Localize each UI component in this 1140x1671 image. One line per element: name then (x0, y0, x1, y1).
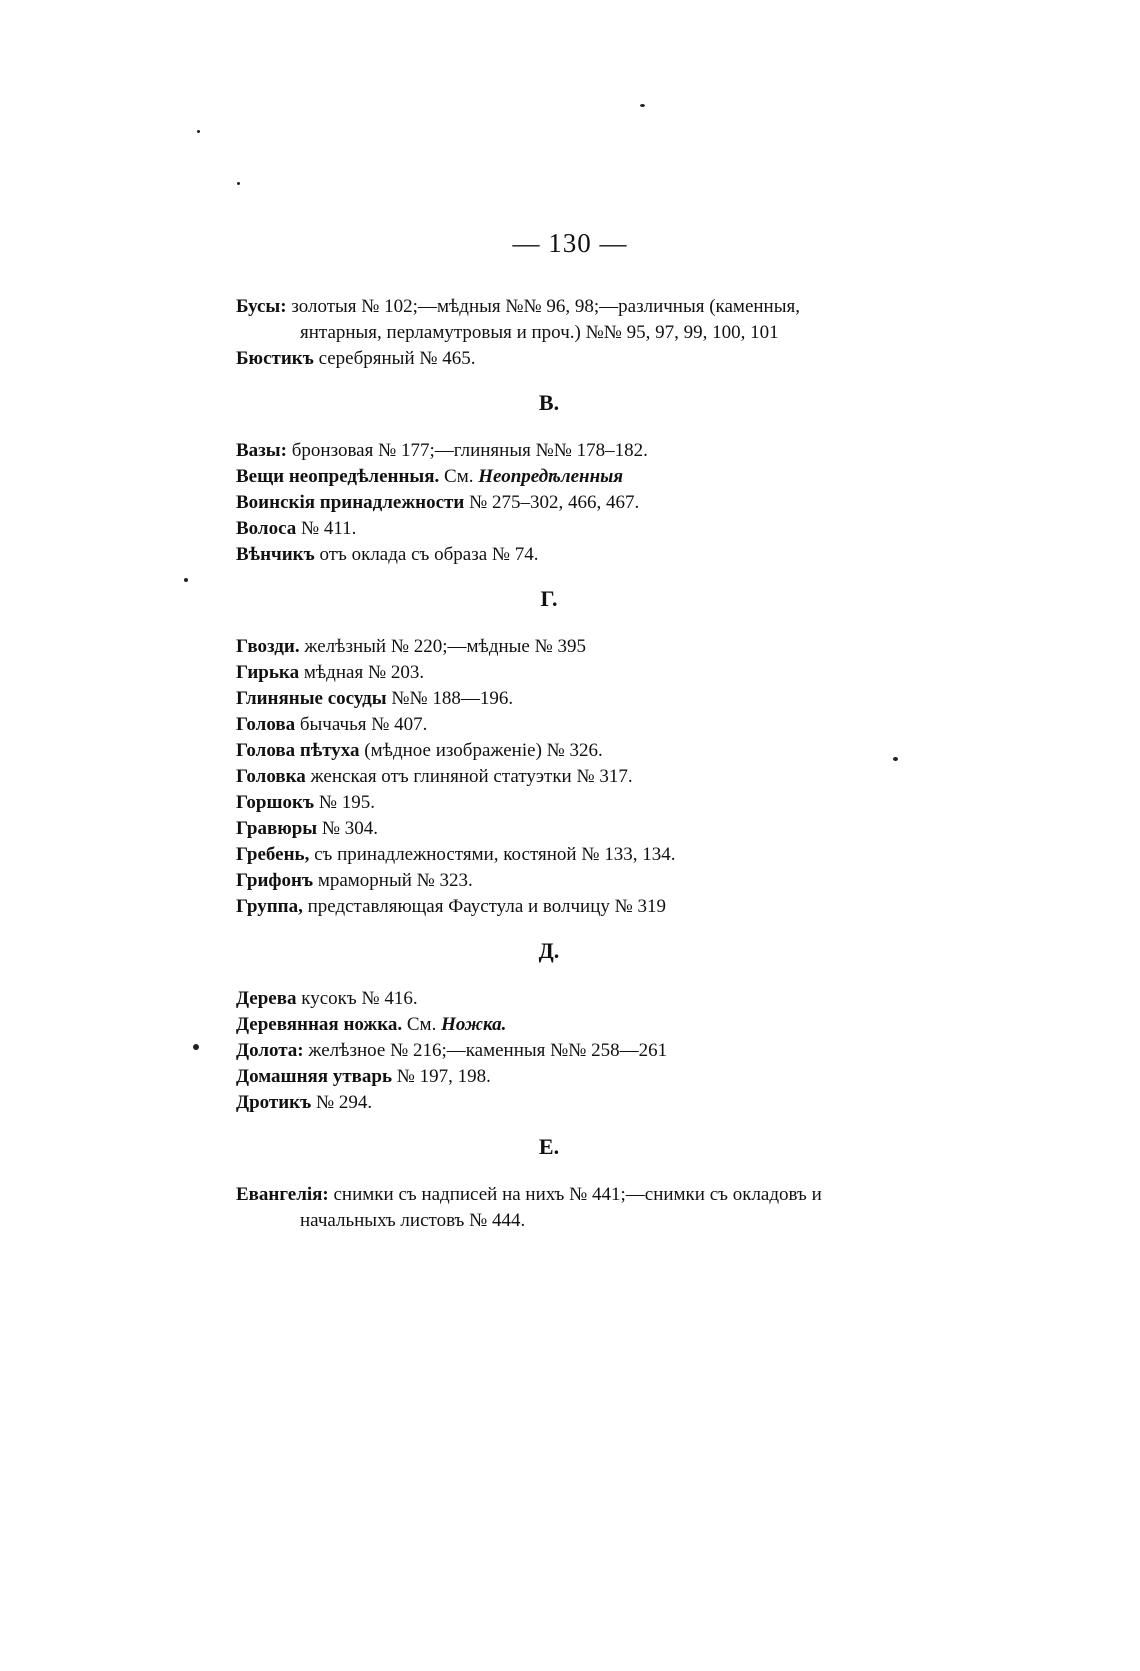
entry-text: представляющая Фаустула и волчицу № 319 (302, 896, 667, 917)
entry-text: желѣзный № 220;—мѣдные № 395 (299, 636, 586, 657)
scan-speck (640, 104, 645, 107)
entry-text: бронзовая № 177;—глиняныя №№ 178–182. (286, 440, 648, 461)
index-entry (236, 438, 872, 464)
entry-head: Горшокъ (236, 792, 315, 813)
index-entry (236, 738, 872, 764)
entry-head: Воинскія принадлежности (236, 492, 465, 513)
index-entry (236, 842, 872, 868)
scan-speck (184, 578, 188, 582)
entry-head: Вазы: (236, 440, 287, 461)
entry-text: (мѣдное изображеніе) № 326. (359, 740, 603, 761)
index-entry (236, 464, 872, 490)
index-entry (236, 294, 872, 346)
index-entry (236, 868, 872, 894)
entry-text: мраморный № 323. (313, 870, 473, 891)
index-entry (236, 764, 872, 790)
entry-text: мѣдная № 203. (299, 662, 425, 683)
entry-head: Гирька (236, 662, 300, 683)
section-letter-heading: В. (538, 390, 560, 415)
entry-text: бычачья № 407. (295, 714, 428, 735)
index-entry (236, 986, 872, 1012)
section-letter-heading: Г. (540, 586, 558, 611)
entry-head: Вѣнчикъ (236, 544, 315, 565)
index-entry (236, 1038, 872, 1064)
index-entry (236, 1064, 872, 1090)
index-entry (236, 660, 872, 686)
entry-text: кусокъ № 416. (296, 988, 418, 1009)
index-entry (236, 1182, 872, 1234)
section-letter-heading: Е. (538, 1134, 560, 1159)
index-entry (236, 490, 872, 516)
index-entry (236, 712, 872, 738)
entry-head: Головка (236, 766, 306, 787)
entry-head: Голова (236, 714, 296, 735)
index-section (236, 586, 872, 920)
entry-head: Домашняя утварь (236, 1066, 393, 1087)
entry-head: Грифонъ (236, 870, 314, 891)
entry-text: золотыя № 102;—мѣдныя №№ 96, 98;—различныя (каменныя, янтарныя, перламутровыя и проч.) №№ 95, 97, 99, 100, 101 (286, 296, 800, 343)
scan-speck (237, 182, 240, 185)
entry-text: № 195. (314, 792, 375, 813)
entry-head: Глиняные сосуды (236, 688, 387, 709)
entry-head: Вещи неопредѣленныя. (236, 466, 440, 487)
entry-text: № 275–302, 466, 467. (464, 492, 640, 513)
entry-head: Бюстикъ (236, 348, 314, 369)
entry-text: № 304. (317, 818, 379, 839)
scan-speck (893, 757, 898, 761)
index-content (236, 294, 872, 1234)
section-letter-heading: Д. (538, 938, 560, 963)
index-entry (236, 516, 872, 542)
index-entry (236, 634, 872, 660)
index-section (236, 390, 872, 568)
index-entry (236, 816, 872, 842)
entry-text: № 411. (296, 518, 357, 539)
entry-text: См. (439, 466, 479, 487)
index-section (236, 1134, 872, 1234)
entry-text: съ принадлежностями, костяной № 133, 134. (309, 844, 676, 865)
index-entry (236, 1012, 872, 1038)
index-entry (236, 542, 872, 568)
page-number: — 130 — (512, 228, 628, 258)
index-section (236, 938, 872, 1116)
entry-head: Деревянная ножка. (236, 1014, 403, 1035)
entry-text: женская отъ глиняной статуэтки № 317. (305, 766, 633, 787)
entry-head: Бусы: (236, 296, 287, 317)
index-entry (236, 1090, 872, 1116)
entry-text: отъ оклада съ образа № 74. (314, 544, 539, 565)
entry-head: Волоса (236, 518, 297, 539)
entry-head: Дротикъ (236, 1092, 312, 1113)
entry-head: Дерева (236, 988, 297, 1009)
entry-head: Гравюры (236, 818, 318, 839)
entry-head: Долота: (236, 1040, 304, 1061)
index-section (236, 294, 872, 372)
index-entry (236, 346, 872, 372)
entry-head: Группа, (236, 896, 303, 917)
entry-text: № 197, 198. (392, 1066, 491, 1087)
index-entry (236, 894, 872, 920)
index-entry (236, 686, 872, 712)
entry-head: Голова пѣтуха (236, 740, 360, 761)
entry-head: Гвозди. (236, 636, 300, 657)
entry-head: Гребень, (236, 844, 310, 865)
cross-reference: Неопредѣленныя (478, 466, 624, 487)
index-entry (236, 790, 872, 816)
entry-head: Евангелія: (236, 1184, 329, 1205)
entry-text: См. (402, 1014, 442, 1035)
scan-speck (193, 1044, 199, 1050)
scan-speck (197, 130, 200, 133)
entry-text: желѣзное № 216;—каменныя №№ 258—261 (303, 1040, 668, 1061)
entry-text: снимки съ надписей на нихъ № 441;—снимки съ окладовъ и начальныхъ листовъ № 444. (300, 1184, 822, 1231)
entry-text: № 294. (311, 1092, 373, 1113)
cross-reference: Ножка. (441, 1014, 507, 1035)
entry-text: серебряный № 465. (313, 348, 476, 369)
entry-text: №№ 188—196. (386, 688, 514, 709)
